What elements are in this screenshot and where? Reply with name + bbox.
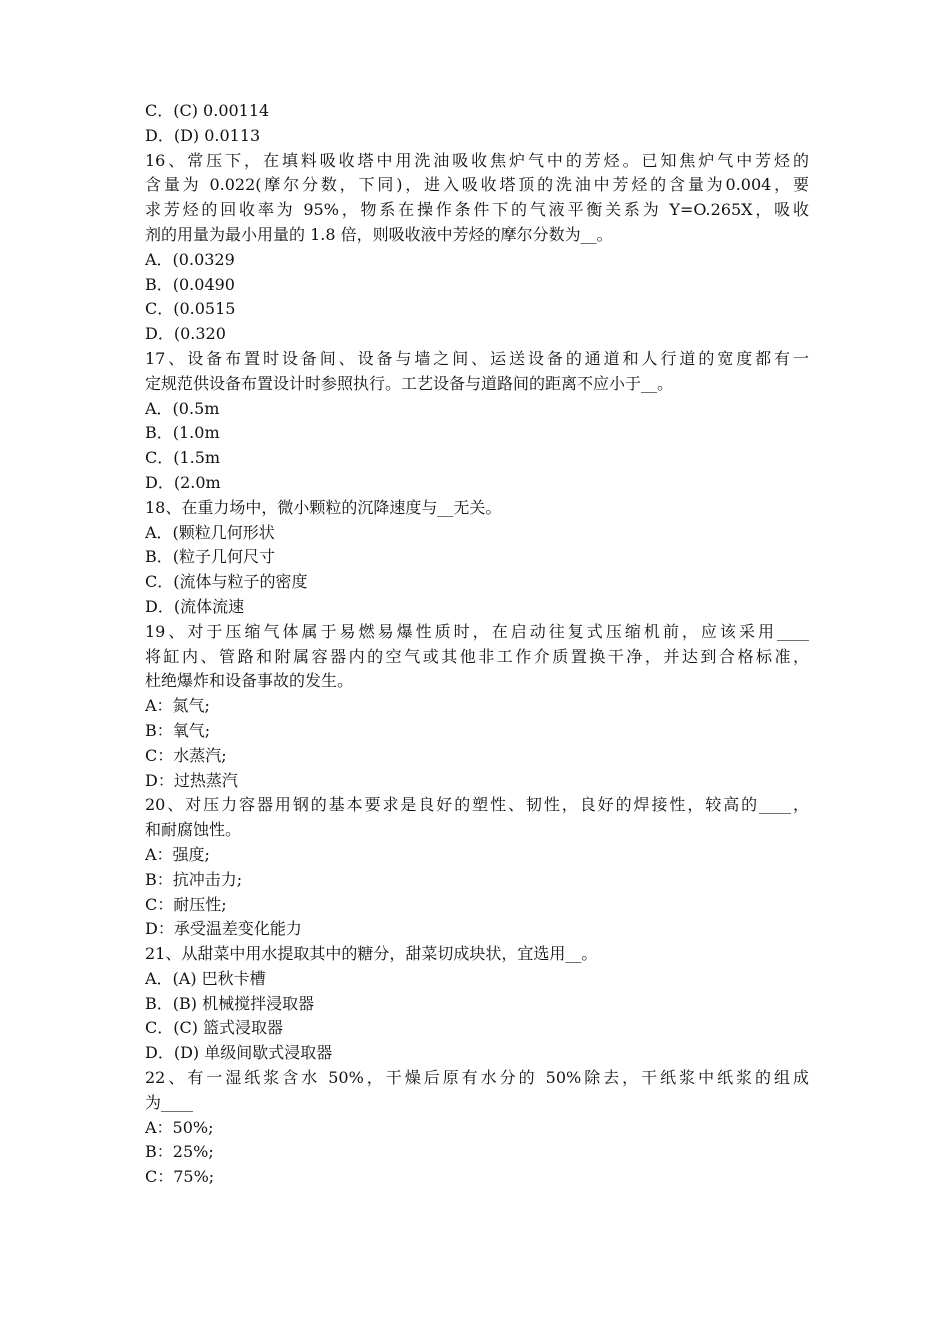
- answer-option-line: C．(0.0515: [145, 299, 236, 319]
- answer-option-line: B．(B) 机械搅拌浸取器: [145, 993, 315, 1013]
- answer-option-line: D．(D) 单级间歇式浸取器: [145, 1043, 333, 1063]
- answer-option-line: B．(0.0490: [145, 274, 235, 294]
- question-text-line: 和耐腐蚀性。: [145, 820, 242, 840]
- answer-option-line: D．(2.0m: [145, 472, 221, 492]
- answer-option-line: C．(C) 篮式浸取器: [145, 1018, 284, 1038]
- question-text-line: 22、有一湿纸浆含水 50%，干燥后原有水分的 50%除去，干纸浆中纸浆的组成: [145, 1068, 809, 1088]
- question-text-line: 定规范供设备布置设计时参照执行。工艺设备与道路间的距离不应小于__。: [145, 373, 674, 393]
- question-text-line: 将缸内、管路和附属容器内的空气或其他非工作介质置换干净，并达到合格标准，: [145, 646, 809, 666]
- answer-option-line: B：25%;: [145, 1142, 214, 1162]
- question-text-line: 19、对于压缩气体属于易燃易爆性质时，在启动往复式压缩机前，应该采用____: [145, 621, 809, 641]
- answer-option-line: B．(1.0m: [145, 423, 220, 443]
- answer-option-line: A．(颗粒几何形状: [145, 522, 275, 542]
- question-text-line: 求芳烃的回收率为 95%，物系在操作条件下的气液平衡关系为 Y=O.265X，吸收: [145, 200, 809, 220]
- answer-option-line: D：过热蒸汽: [145, 770, 238, 790]
- answer-option-line: A．(A) 巴秋卡槽: [145, 968, 266, 988]
- question-text-line: 18、在重力场中，微小颗粒的沉降速度与__无关。: [145, 497, 502, 517]
- answer-option-line: D．(流体流速: [145, 596, 245, 616]
- question-text-line: 21、从甜菜中用水提取其中的糖分，甜菜切成块状，宜选用__。: [145, 944, 598, 964]
- answer-option-line: A．(0.5m: [145, 398, 220, 418]
- answer-option-line: C．(流体与粒子的密度: [145, 572, 308, 592]
- answer-option-line: A：强度;: [145, 844, 210, 864]
- answer-option-line: B：抗冲击力;: [145, 869, 243, 889]
- document-page: [145, 99, 809, 1190]
- answer-option-line: B．(粒子几何尺寸: [145, 547, 276, 567]
- question-text-line: 17、设备布置时设备间、设备与墙之间、运送设备的通道和人行道的宽度都有一: [145, 348, 809, 368]
- question-text-line: 剂的用量为最小用量的 1.8 倍，则吸收液中芳烃的摩尔分数为__。: [145, 224, 613, 244]
- answer-option-line: A．(0.0329: [145, 249, 235, 269]
- answer-option-line: C．(1.5m: [145, 448, 221, 468]
- answer-option-line: A：氮气;: [145, 696, 210, 716]
- question-text-line: 含量为 0.022(摩尔分数，下同)，进入吸收塔顶的洗油中芳烃的含量为0.004，要: [145, 175, 809, 195]
- answer-option-line: C：水蒸汽;: [145, 745, 227, 765]
- question-text-line: 杜绝爆炸和设备事故的发生。: [145, 671, 354, 691]
- answer-option-line: C．(C) 0.00114: [145, 101, 270, 120]
- answer-option-line: A：50%;: [145, 1117, 214, 1137]
- answer-option-line: D．(0.320: [145, 324, 226, 344]
- question-text-line: 20、对压力容器用钢的基本要求是良好的塑性、韧性，良好的焊接性，较高的____，: [145, 795, 809, 815]
- answer-option-line: C：75%;: [145, 1167, 215, 1187]
- answer-option-line: D．(D) 0.0113: [145, 125, 261, 145]
- answer-option-line: C：耐压性;: [145, 894, 227, 914]
- question-text-line: 为____: [145, 1092, 194, 1112]
- question-text-line: 16、常压下，在填料吸收塔中用洗油吸收焦炉气中的芳烃。已知焦炉气中芳烃的: [145, 150, 809, 170]
- answer-option-line: D：承受温差变化能力: [145, 919, 302, 939]
- answer-option-line: B：氧气;: [145, 720, 211, 740]
